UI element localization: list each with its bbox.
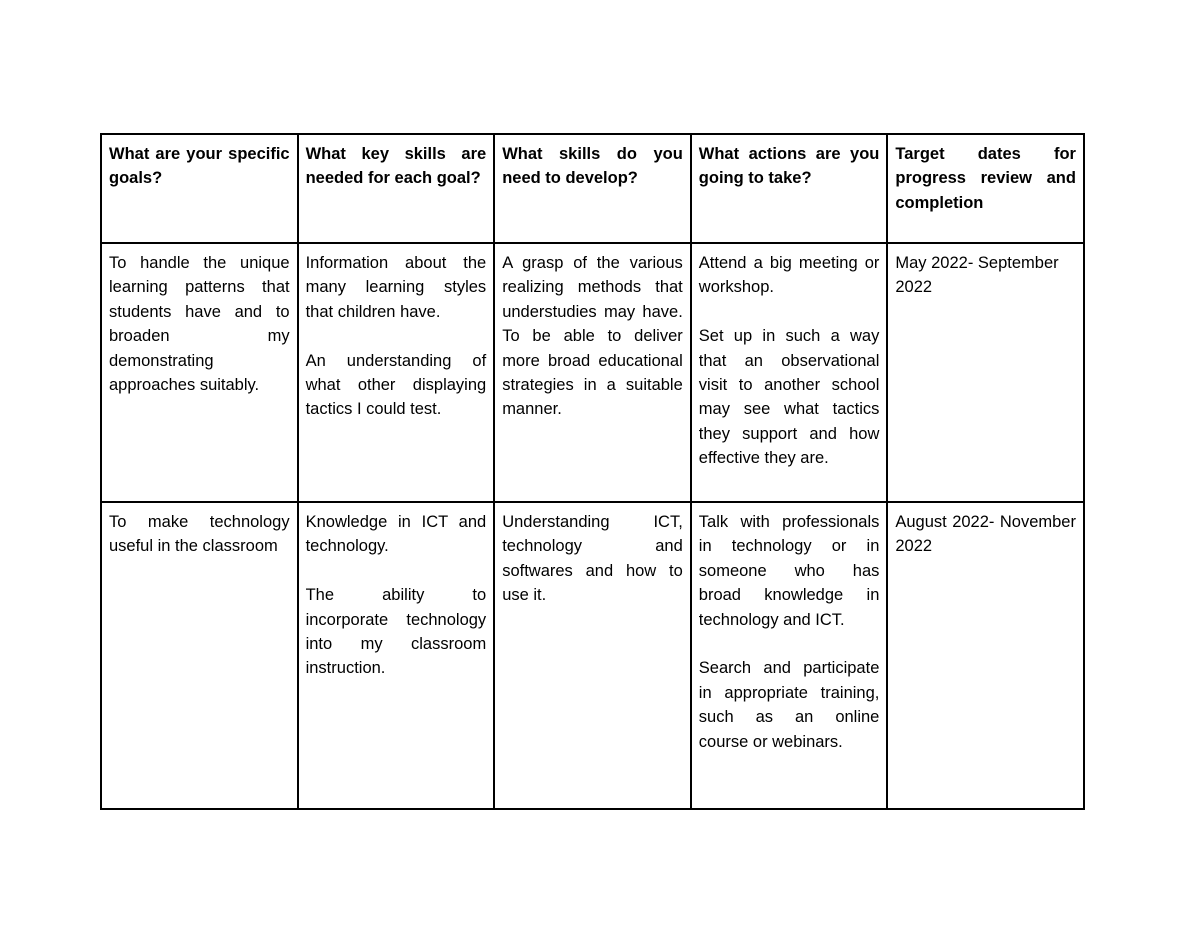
skills-to-develop-cell <box>494 502 691 809</box>
cell-paragraph: A grasp of the various realizing methods that understudies may have. To be able to deliver more broad educational strategies in a suitable manner. <box>502 254 683 419</box>
cell-paragraph: An understanding of what other displaying tactics I could test. <box>305 351 487 419</box>
header-cell-key-skills: What key skills are needed for each goal? <box>298 134 495 243</box>
cell-paragraph: Search and participate in appropriate training, such as an online course or webinars. <box>698 659 880 751</box>
cell-paragraph: To handle the unique learning patterns that students have and to broaden my demonstrating approaches suitably. <box>109 254 290 395</box>
header-cell-actions: What actions are you going to take? <box>691 134 888 243</box>
cell-paragraph: May 2022- September 2022 <box>895 254 1059 297</box>
key-skills-cell <box>298 502 495 809</box>
cell-paragraph: Knowledge in ICT and technology. <box>305 513 487 556</box>
cell-paragraph: Set up in such a way that an observational visit to another school may see what tactics they support and how effective they are. <box>698 327 880 468</box>
header-cell-target-dates: Target dates for progress review and completion <box>887 134 1084 243</box>
key-skills-cell <box>298 243 495 502</box>
cell-paragraph: Information about the many learning styles that children have. <box>305 254 487 321</box>
cell-paragraph: August 2022- November 2022 <box>895 513 1076 556</box>
cell-paragraph: To make technology useful in the classroom <box>109 513 290 556</box>
cell-paragraph: Attend a big meeting or workshop. <box>698 254 880 297</box>
cell-paragraph: Understanding ICT, technology and softwares and how to use it. <box>502 513 683 605</box>
target-dates-cell <box>887 502 1084 809</box>
development-plan-table <box>100 133 1085 810</box>
cell-paragraph: The ability to incorporate technology into my classroom instruction. <box>305 586 487 678</box>
table-header-row <box>101 134 1084 243</box>
goal-cell <box>101 502 298 809</box>
header-cell-goals: What are your specific goals? <box>101 134 298 243</box>
header-cell-skills-to-develop: What skills do you need to develop? <box>494 134 691 243</box>
actions-cell <box>691 243 888 502</box>
table-row <box>101 243 1084 502</box>
target-dates-cell <box>887 243 1084 502</box>
actions-cell <box>691 502 888 809</box>
cell-paragraph: Talk with professionals in technology or in someone who has broad knowledge in technology and ICT. <box>698 513 880 629</box>
goal-cell <box>101 243 298 502</box>
table-row <box>101 502 1084 809</box>
skills-to-develop-cell <box>494 243 691 502</box>
